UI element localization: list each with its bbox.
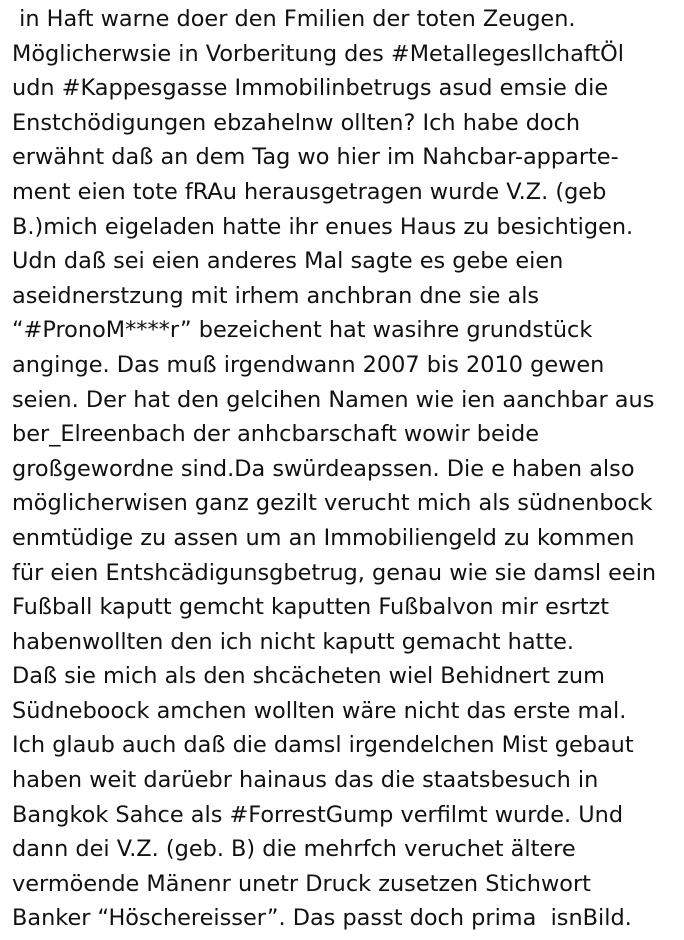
text-line-6: ment eien tote fRAu herausgetragen wurde V.Z. (geb bbox=[12, 178, 607, 205]
text-line-17: für eien Entshcädigunsgbetrug, genau wie sie damsl eein bbox=[12, 559, 657, 586]
text-line-16: enmtüdige zu assen um an Immobiliengeld zu kommen bbox=[12, 524, 635, 551]
text-line-18: Fußball kaputt gemcht kaputten Fußbalvon mir esrtzt bbox=[12, 594, 610, 621]
text-line-7: B.)mich eigeladen hatte ihr enues Haus zu besichtigen. bbox=[12, 213, 634, 240]
text-line-2: Möglicherwsie in Vorberitung des #MetallegesllchaftÖl bbox=[12, 40, 624, 67]
text-line-20: Daß sie mich als den shcächeten wiel Behidnert zum bbox=[12, 663, 605, 690]
text-line-21: Südneboock amchen wollten wäre nicht das erste mal. bbox=[12, 697, 627, 724]
text-line-22: Ich glaub auch daß die damsl irgendelchen Mist gebaut bbox=[12, 732, 634, 759]
text-line-13: ber_Elreenbach der anhcbarschaft wowir beide bbox=[12, 421, 539, 448]
text-line-23: haben weit darüebr hainaus das die staatsbesuch in bbox=[12, 767, 599, 794]
text-line-11: anginge. Das muß irgendwann 2007 bis 2010 gewen bbox=[12, 351, 605, 378]
text-line-5: erwähnt daß an dem Tag wo hier im Nahcbar-apparte- bbox=[12, 144, 619, 171]
text-line-8: Udn daß sei eien anderes Mal sagte es gebe eien bbox=[12, 248, 564, 275]
text-line-26: vermöende Mänenr unetr Druck zusetzen Stichwort bbox=[12, 870, 591, 897]
text-line-1: in Haft warne doer den Fmilien der toten Zeugen. bbox=[12, 6, 576, 32]
text-line-9: aseidnerstzung mit irhem anchbran dne sie als bbox=[12, 282, 540, 309]
text-line-10: “#PronoM****r” bezeichent hat wasihre grundstück bbox=[12, 317, 593, 344]
text-line-3: udn #Kappesgasse Immobilinbetrugs asud emsie die bbox=[12, 75, 609, 102]
text-line-25: dann dei V.Z. (geb. B) die mehrfch veruchet ältere bbox=[12, 836, 576, 863]
text-line-24: Bangkok Sahce als #ForrestGump verfilmt wurde. Und bbox=[12, 801, 624, 828]
text-line-27: Banker “Höschereisser”. Das passt doch prima isnBild. bbox=[12, 905, 632, 932]
body-text bbox=[12, 2, 680, 936]
text-line-15: möglicherwisen ganz gezilt verucht mich als südnenbock bbox=[12, 490, 653, 517]
text-line-19: habenwollten den ich nicht kaputt gemacht hatte. bbox=[12, 628, 575, 655]
text-line-12: seien. Der hat den gelcihen Namen wie ien aanchbar aus bbox=[12, 386, 655, 413]
text-line-14: großgewordne sind.Da swürdeapssen. Die e haben also bbox=[12, 455, 635, 482]
text-line-4: Enstchödigungen ebzahelnw ollten? Ich habe doch bbox=[12, 109, 581, 136]
